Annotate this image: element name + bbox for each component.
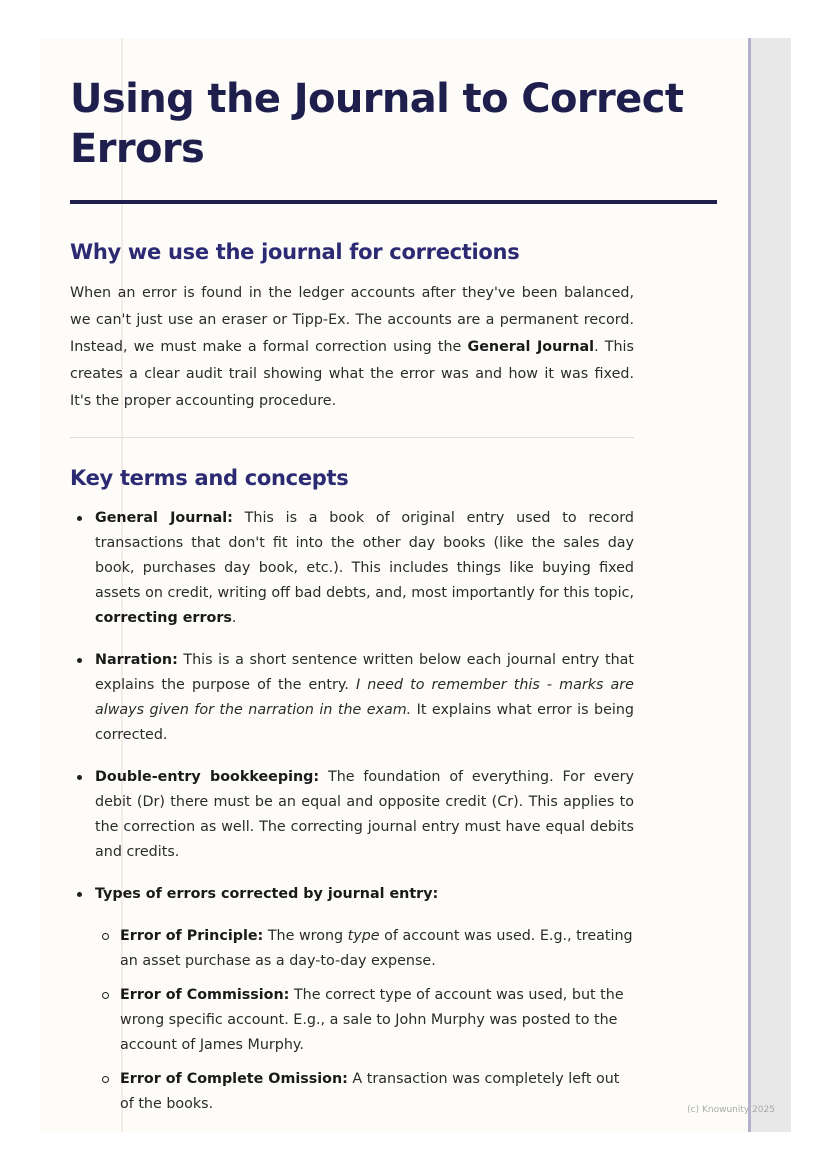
copyright-footer: (c) Knowunity 2025	[687, 1105, 775, 1115]
term-text: This is a book of original entry used to record transactions that don't fit into the other day books (like the sales day book, purchases day book, etc.). This includes things like buying fixed assets on credit, writing off bad debts, and, most importantly for this topic,	[95, 510, 634, 601]
term-bold-end: correcting errors	[95, 610, 232, 626]
error-types-list	[95, 924, 634, 1117]
term-italic-note: I need to remember this - marks are always given for the narration in the exam.	[95, 677, 634, 718]
list-item-error-commission	[95, 983, 634, 1058]
term-label: Types of errors corrected by journal entry:	[95, 886, 439, 902]
subterm-text: The wrong	[263, 928, 348, 944]
section-divider	[70, 437, 634, 438]
term-end: It explains what error is being corrected.	[95, 702, 634, 743]
section-heading-key-terms: Key terms and concepts	[70, 466, 349, 490]
subterm-text-end: of account was used. E.g., treating an asset purchase as a day-to-day expense.	[120, 928, 633, 969]
term-label: General Journal:	[95, 510, 233, 526]
page-title: Using the Journal to Correct Errors	[70, 76, 684, 172]
intro-text-end: . This creates a clear audit trail showing what the error was and how it was fixed. It's the proper accounting procedure.	[70, 339, 634, 409]
subterm-text: The correct type of account was used, but the wrong specific account. E.g., a sale to John Murphy was posted to the account of James Murphy.	[120, 987, 624, 1053]
list-item-general-journal	[70, 506, 634, 631]
term-text: The foundation of everything. For every debit (Dr) there must be an equal and opposite credit (Cr). This applies to the correction as well. The correcting journal entry must have equal debits and credits.	[95, 769, 634, 860]
intro-paragraph	[70, 280, 634, 415]
term-text: This is a short sentence written below each journal entry that explains the purpose of the entry.	[95, 652, 634, 693]
term-label: Narration:	[95, 652, 178, 668]
list-item-error-principle	[95, 924, 634, 974]
term-label: Double-entry bookkeeping:	[95, 769, 320, 785]
section-heading-why: Why we use the journal for corrections	[70, 240, 520, 264]
intro-text-start: When an error is found in the ledger accounts after they've been balanced, we can't just use an eraser or Tipp-Ex. The accounts are a permanent record. Instead, we must make a formal correction using the	[70, 285, 634, 355]
subterm-label: Error of Complete Omission:	[120, 1071, 348, 1087]
subterm-text: A transaction was completely left out of the books.	[120, 1071, 620, 1112]
list-item-error-omission	[95, 1067, 634, 1117]
subterm-label: Error of Principle:	[120, 928, 264, 944]
list-item-types-of-errors	[70, 882, 634, 1117]
term-end: .	[231, 610, 237, 626]
gutter-line	[748, 38, 751, 1132]
list-item-narration	[70, 648, 634, 748]
document-page	[40, 38, 791, 1132]
title-underline	[70, 200, 717, 204]
list-item-double-entry	[70, 765, 634, 865]
subterm-italic: type	[347, 928, 380, 944]
page-gutter	[750, 38, 791, 1132]
key-terms-list	[70, 506, 634, 1117]
intro-bold-term: General Journal	[467, 339, 595, 355]
document-content	[70, 74, 717, 1132]
subterm-label: Error of Commission:	[120, 987, 290, 1003]
